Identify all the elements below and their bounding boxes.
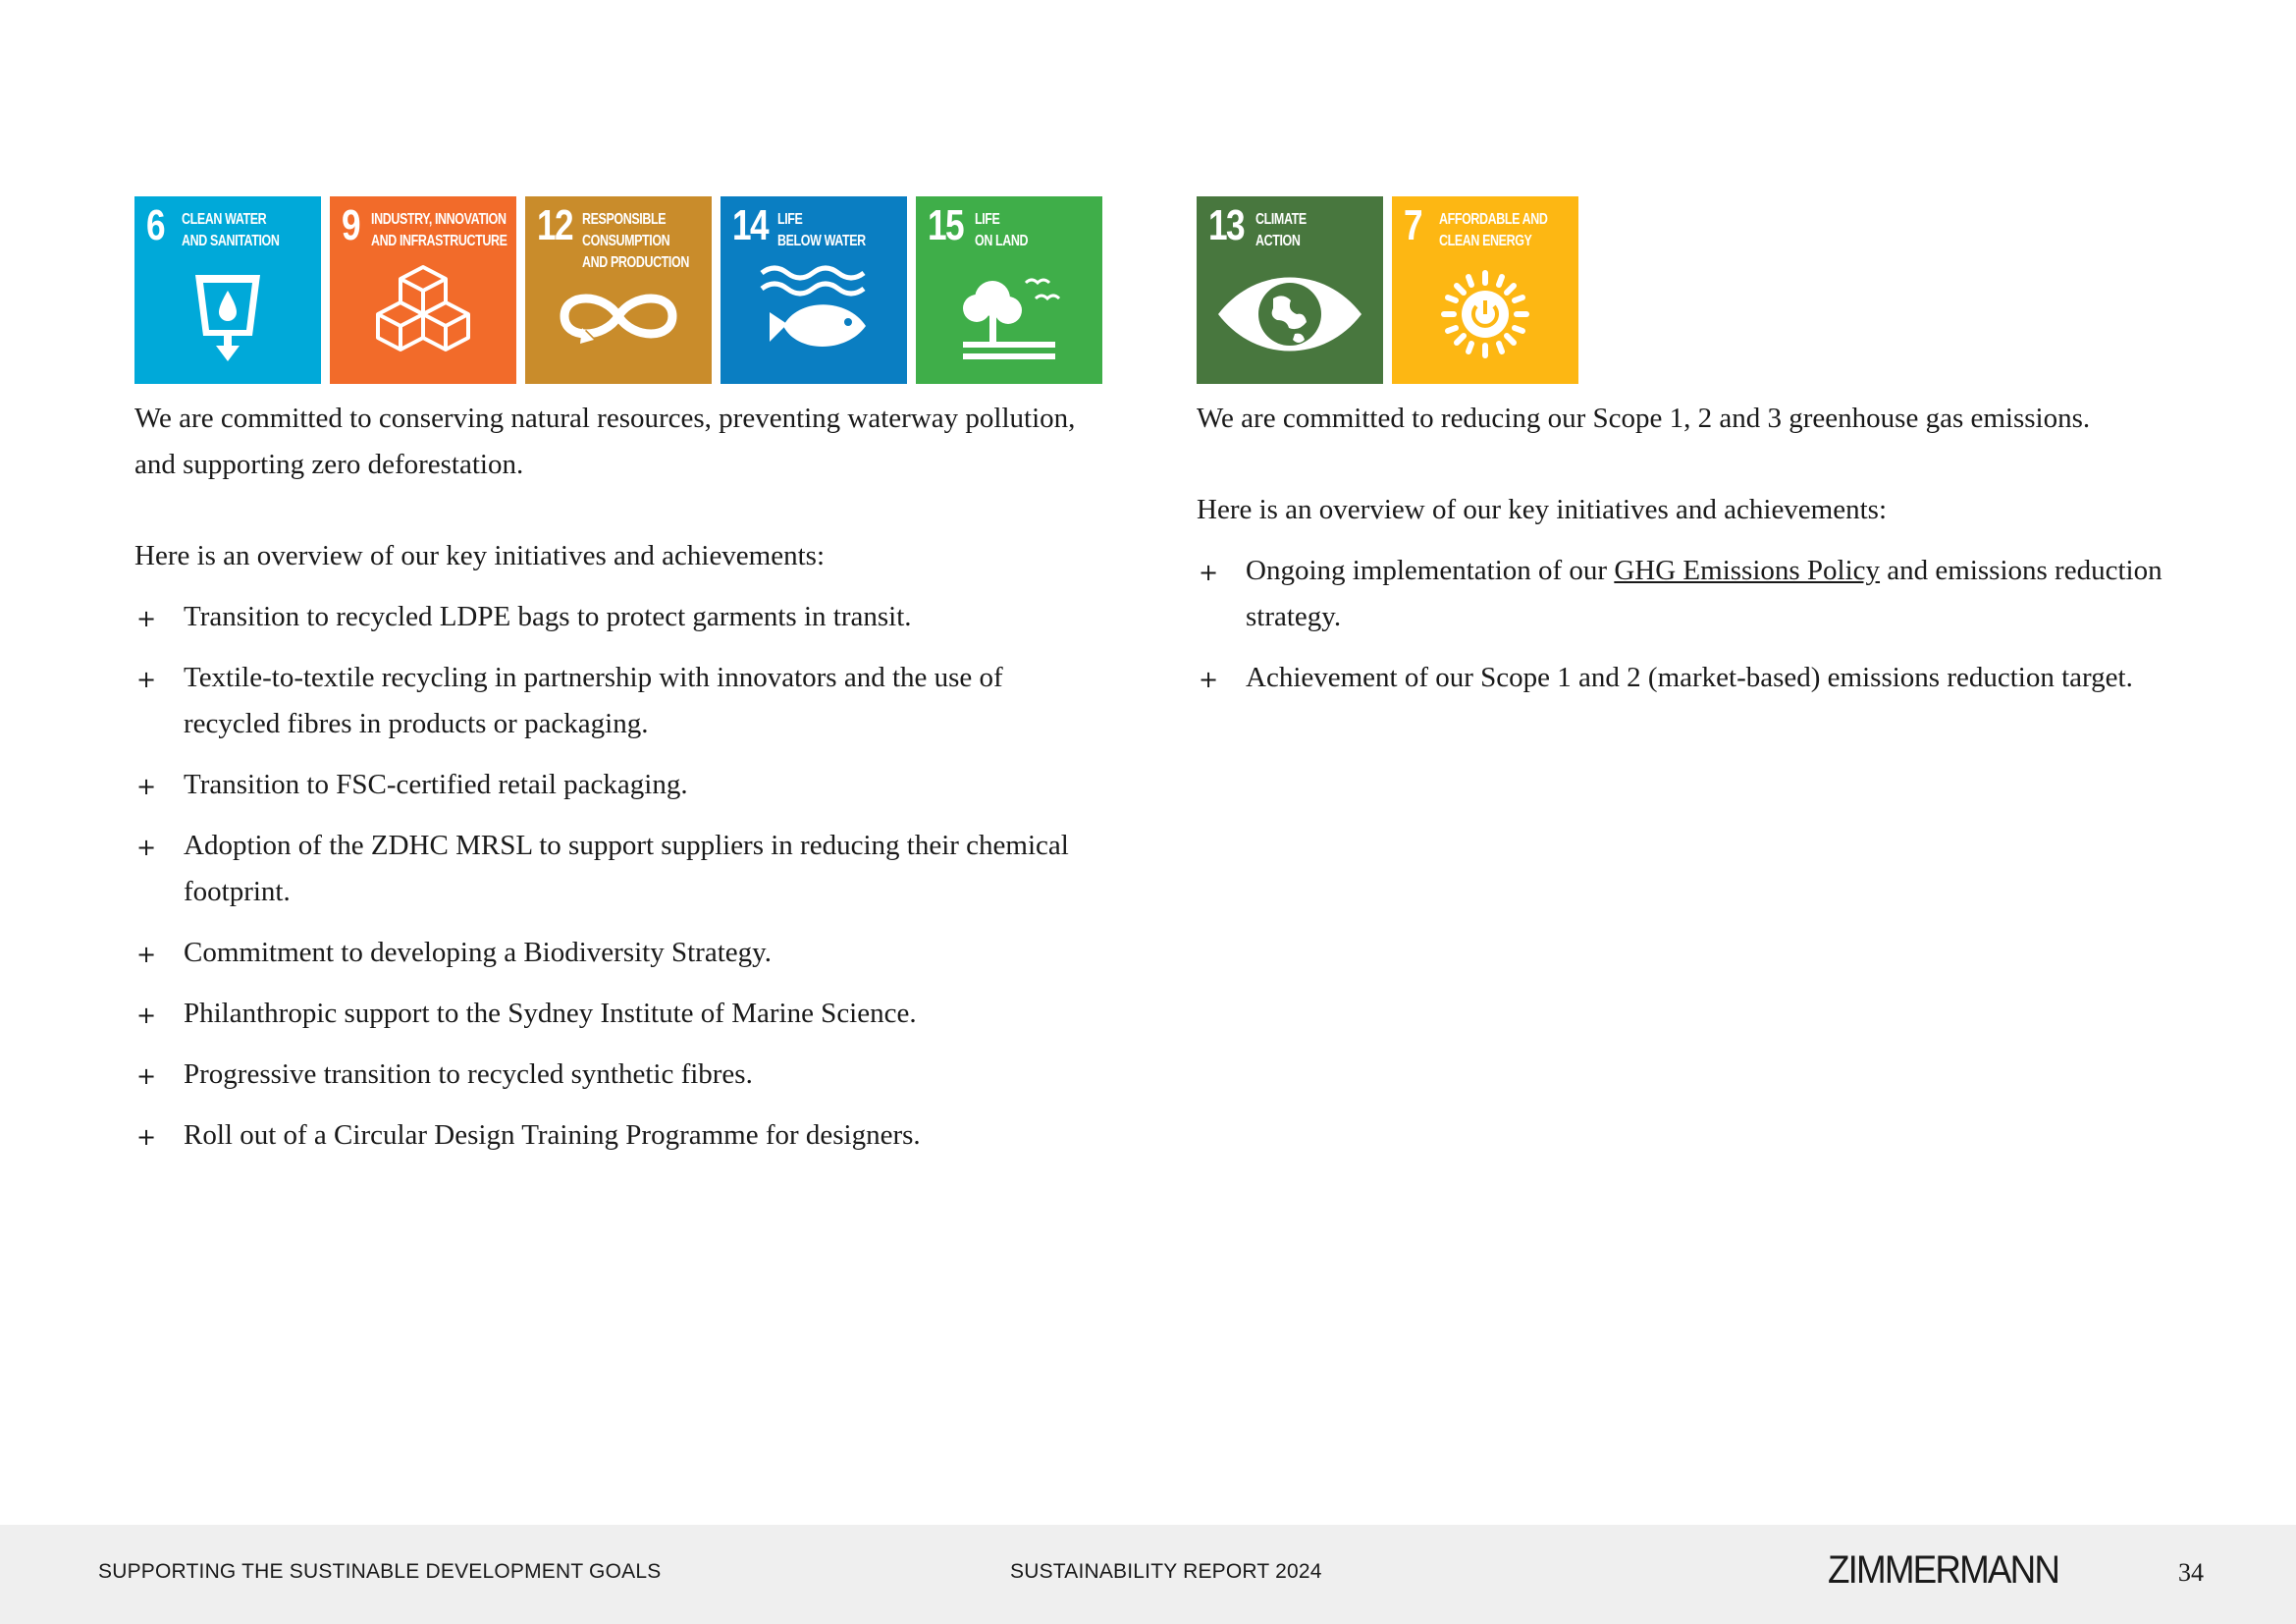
sdg-tiles-left bbox=[134, 196, 1106, 384]
sdg-tile-13 bbox=[1197, 196, 1383, 384]
footer-report-title: SUSTAINABILITY REPORT 2024 bbox=[1010, 1560, 1322, 1583]
list-item-text: Achievement of our Scope 1 and 2 (market-based) emissions reduction target. bbox=[1246, 662, 2133, 693]
plus-marker: + bbox=[1199, 666, 1219, 693]
list-item-text: Progressive transition to recycled synthetic fibres. bbox=[184, 1058, 753, 1090]
page-footer bbox=[0, 1525, 2296, 1624]
page-number: 34 bbox=[2178, 1558, 2204, 1587]
plus-marker: + bbox=[136, 1123, 157, 1151]
plus-marker: + bbox=[136, 1001, 157, 1029]
right-column bbox=[1197, 196, 2188, 716]
sdg-tile-14 bbox=[721, 196, 907, 384]
sdg-title: CLIMATE ACTION bbox=[1255, 211, 1307, 249]
plus-marker: + bbox=[1199, 559, 1219, 586]
sdg-tiles-right bbox=[1197, 196, 2188, 384]
sdg-title: CLEAN WATER AND SANITATION bbox=[182, 211, 280, 249]
list-item-text: Philanthropic support to the Sydney Institute of Marine Science. bbox=[184, 998, 917, 1029]
initiatives-list bbox=[1197, 548, 2188, 701]
intro-paragraph: We are committed to conserving natural resources, preventing waterway pollution, and supporting zero deforestation. bbox=[134, 403, 1076, 480]
footer-section-title: SUPPORTING THE SUSTINABLE DEVELOPMENT GOALS bbox=[98, 1560, 662, 1583]
list-item-text: Ongoing implementation of our bbox=[1246, 555, 1615, 586]
list-item-text: and emissions reduction strategy. bbox=[1246, 555, 2163, 632]
initiatives-list bbox=[134, 594, 1106, 1159]
plus-marker: + bbox=[136, 666, 157, 693]
list-item bbox=[134, 1052, 1106, 1098]
list-item bbox=[1197, 655, 2188, 701]
brand-logo: ZIMMERMANN bbox=[1828, 1548, 2059, 1592]
plus-marker: + bbox=[136, 605, 157, 632]
sdg-title: LIFE ON LAND bbox=[975, 211, 1029, 249]
list-item-text: Roll out of a Circular Design Training Programme for designers. bbox=[184, 1119, 921, 1151]
plus-marker: + bbox=[136, 773, 157, 800]
sdg-number: 12 bbox=[537, 201, 572, 249]
plus-marker: + bbox=[136, 941, 157, 968]
list-item bbox=[134, 762, 1106, 808]
list-item bbox=[134, 594, 1106, 640]
sdg-title: RESPONSIBLE CONSUMPTION AND PRODUCTION bbox=[582, 211, 689, 271]
list-item-text: Textile-to-textile recycling in partnership with innovators and the use of recycled fibres in products or packaging. bbox=[184, 662, 1003, 739]
sdg-tile-6 bbox=[134, 196, 321, 384]
plus-marker: + bbox=[136, 1062, 157, 1090]
list-item bbox=[134, 930, 1106, 976]
sdg-number: 9 bbox=[342, 201, 359, 249]
list-item-text: Transition to recycled LDPE bags to protect garments in transit. bbox=[184, 601, 912, 632]
sdg-tile-7 bbox=[1392, 196, 1578, 384]
sdg-number: 15 bbox=[928, 201, 963, 249]
sdg-number: 14 bbox=[732, 201, 768, 249]
list-item bbox=[134, 655, 1106, 747]
sdg-tile-15 bbox=[916, 196, 1102, 384]
list-item bbox=[1197, 548, 2188, 640]
ghg-policy-link[interactable]: GHG Emissions Policy bbox=[1614, 555, 1881, 586]
sdg-tile-9 bbox=[330, 196, 516, 384]
sdg-tile-12 bbox=[525, 196, 712, 384]
sdg-title: LIFE BELOW WATER bbox=[777, 211, 866, 249]
list-item bbox=[134, 991, 1106, 1037]
list-item bbox=[134, 823, 1106, 915]
sdg-title: INDUSTRY, INNOVATION AND INFRASTRUCTURE bbox=[371, 211, 507, 249]
list-item bbox=[134, 1112, 1106, 1159]
overview-heading: Here is an overview of our key initiatives and achievements: bbox=[134, 540, 826, 571]
plus-marker: + bbox=[136, 834, 157, 861]
list-item-text: Commitment to developing a Biodiversity Strategy. bbox=[184, 937, 772, 968]
left-column bbox=[134, 196, 1106, 1173]
sdg-number: 6 bbox=[146, 201, 164, 249]
sdg-title: AFFORDABLE AND CLEAN ENERGY bbox=[1439, 211, 1548, 249]
intro-paragraph: We are committed to reducing our Scope 1, 2 and 3 greenhouse gas emissions. bbox=[1197, 403, 2091, 434]
list-item-text: Transition to FSC-certified retail packaging. bbox=[184, 769, 688, 800]
overview-heading: Here is an overview of our key initiatives and achievements: bbox=[1197, 494, 1888, 525]
sdg-number: 13 bbox=[1208, 201, 1244, 249]
list-item-text: Adoption of the ZDHC MRSL to support suppliers in reducing their chemical footprint. bbox=[184, 830, 1069, 907]
sdg-number: 7 bbox=[1404, 201, 1421, 249]
